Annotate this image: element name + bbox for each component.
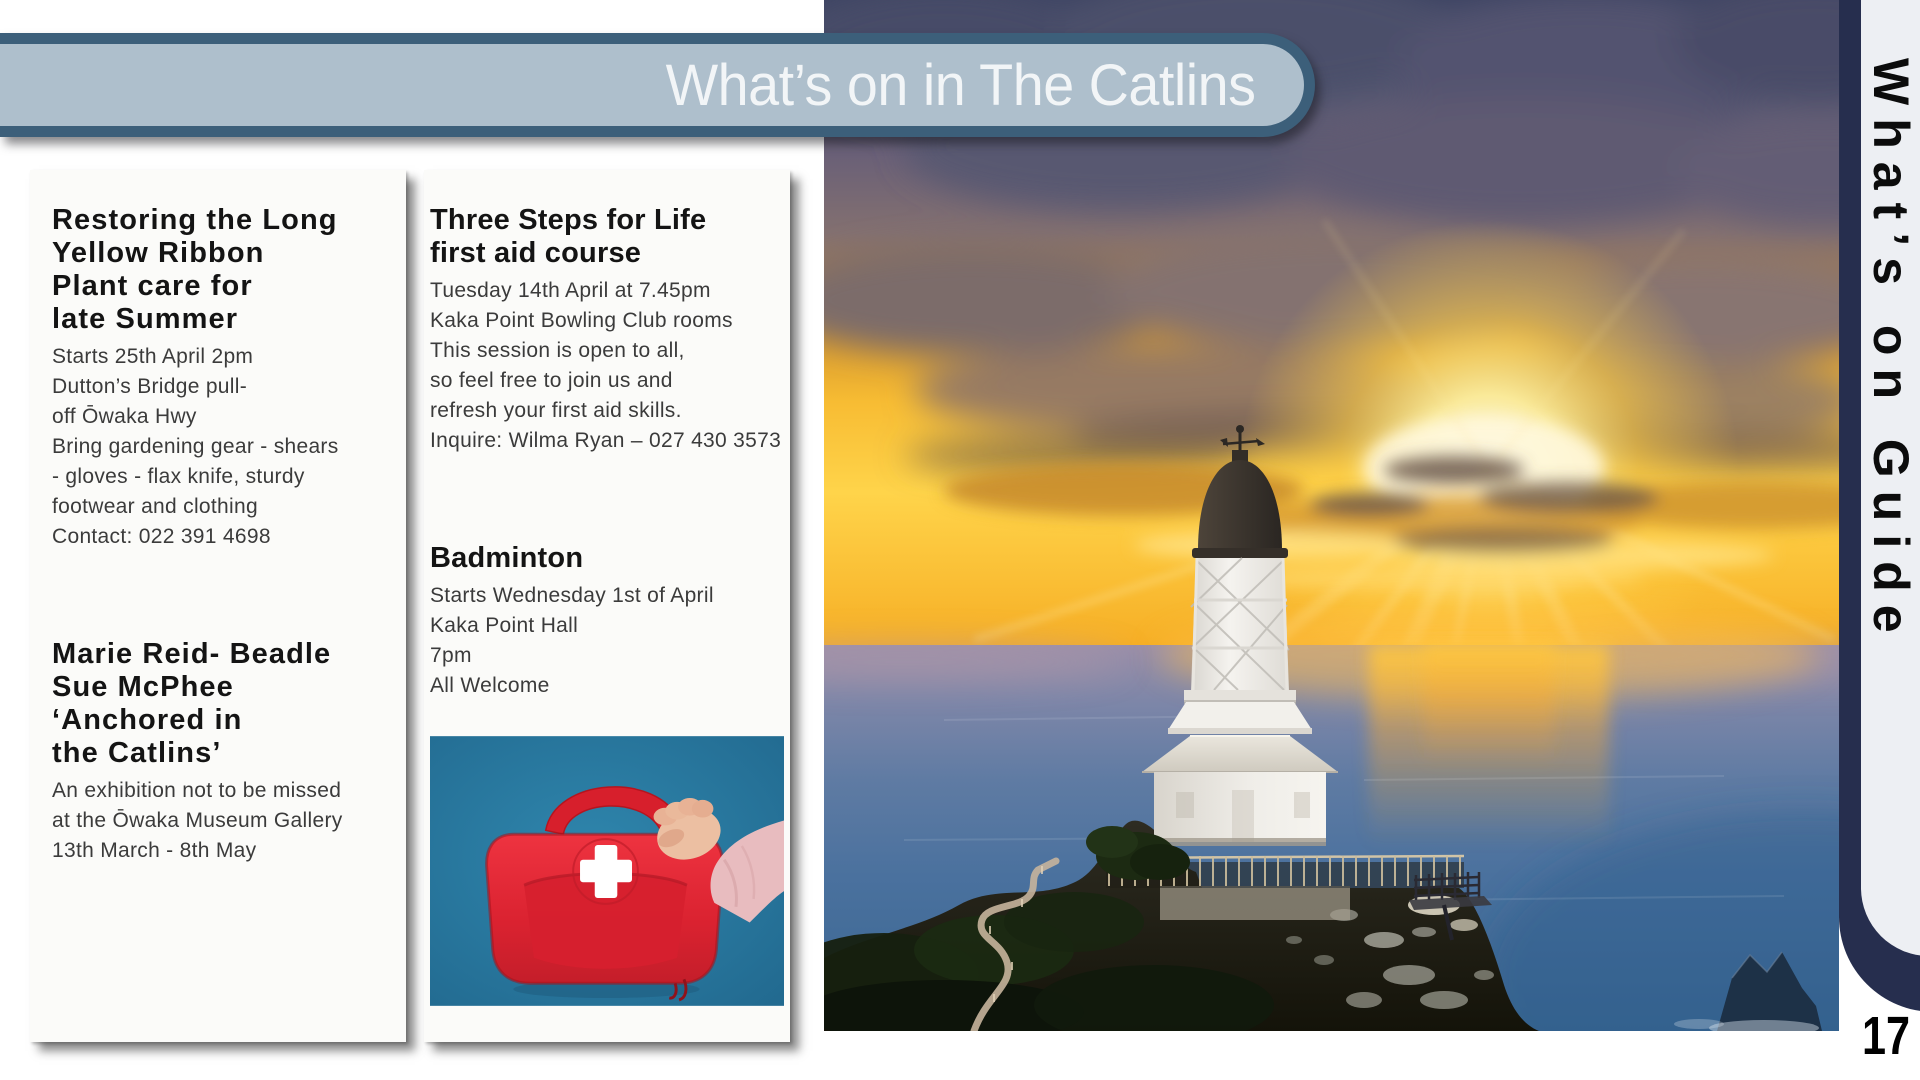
page-title: What’s on in The Catlins (666, 52, 1256, 118)
event-details: Tuesday 14th April at 7.45pm Kaka Point Bowling Club rooms This session is open to all, so feel free to join us and refresh your first aid skills. Inquire: Wilma Ryan – 027 430 3573 (430, 279, 782, 452)
event-details: Starts 25th April 2pm Dutton’s Bridge pull- off Ōwaka Hwy Bring gardening gear - shears - gloves - flax knife, sturdy footwear and clothing Contact: 022 391 4698 (52, 345, 339, 548)
stone-wall (1160, 886, 1350, 920)
title-banner (0, 33, 1315, 137)
event-listing (430, 204, 786, 456)
event-listing (52, 638, 388, 866)
page-number: 17 (1861, 1006, 1911, 1066)
event-listing (52, 204, 388, 552)
listings-card-middle (424, 170, 790, 1042)
sidebar-guide-label: What’s on Guide (1863, 58, 1919, 646)
event-details: An exhibition not to be missed at the Ōwaka Museum Gallery 13th March - 8th May (52, 779, 343, 862)
listings-card-left (30, 170, 406, 1042)
first-aid-kit-photo (430, 735, 784, 1007)
event-heading: Restoring the Long Yellow Ribbon Plant care for late Summer (52, 204, 338, 335)
lighthouse-sunset-photo (824, 0, 1839, 1031)
event-details: Starts Wednesday 1st of April Kaka Point Hall 7pm All Welcome (430, 584, 714, 697)
event-heading: Badminton (430, 542, 584, 574)
event-listing (430, 542, 786, 701)
event-heading: Marie Reid- Beadle Sue McPhee ‘Anchored in the Catlins’ (52, 638, 332, 769)
event-heading: Three Steps for Life first aid course (430, 204, 707, 269)
